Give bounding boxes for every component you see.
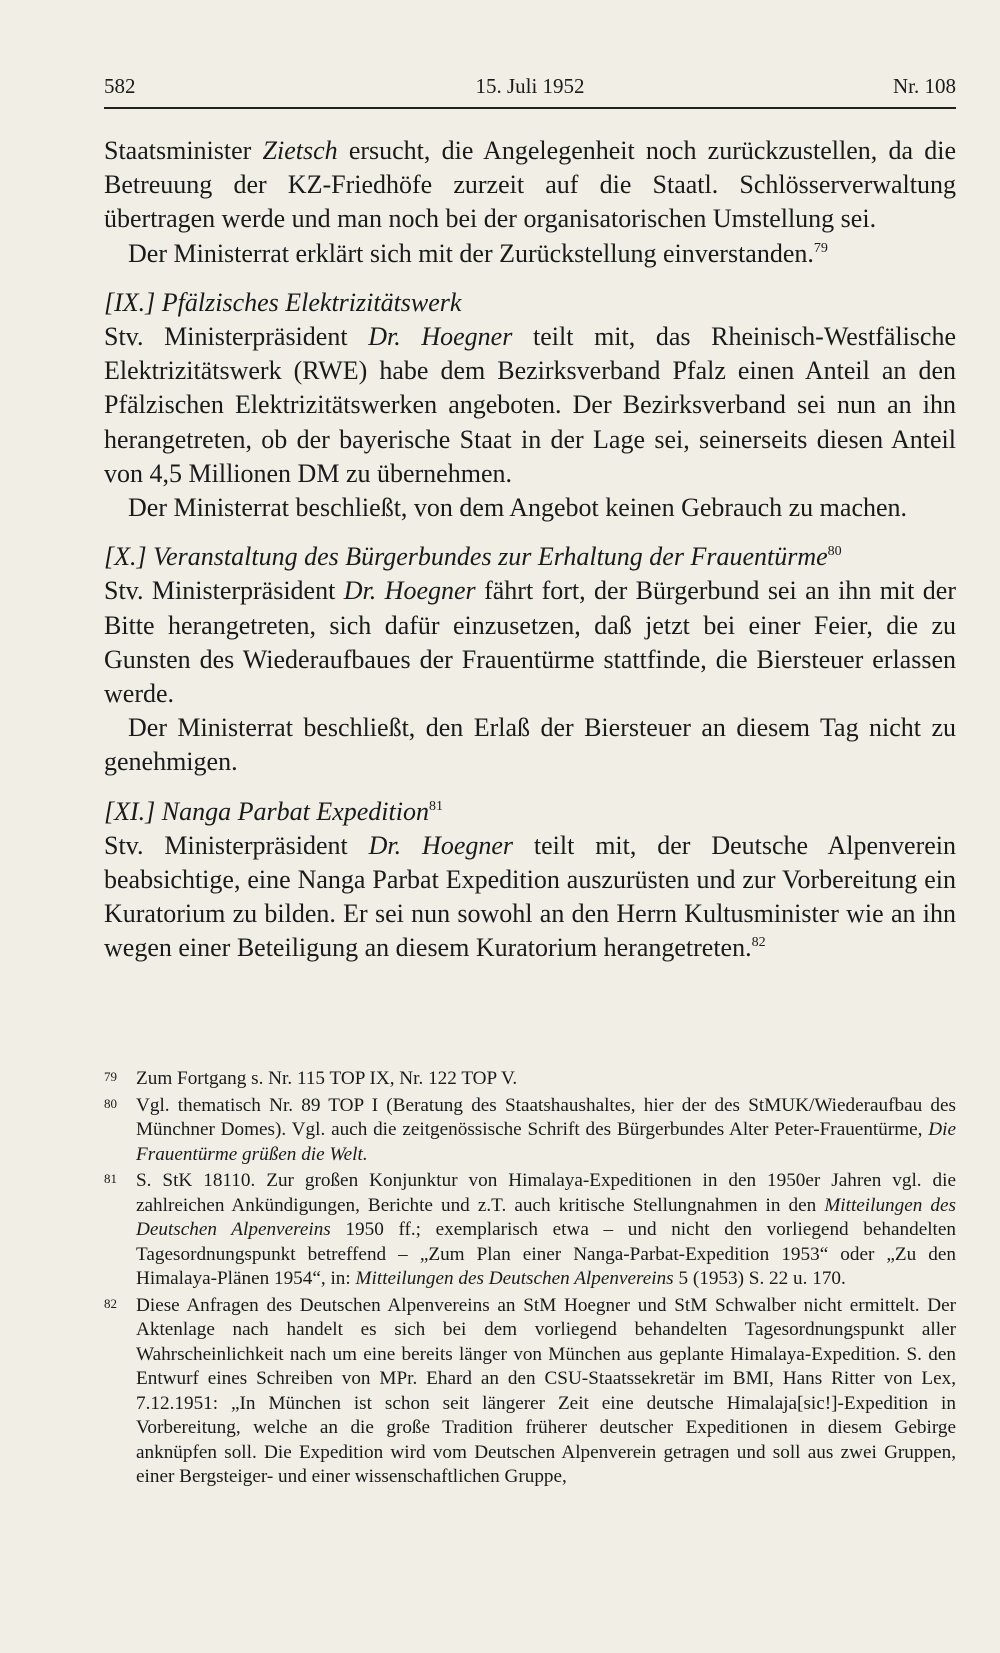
paragraph: Der Ministerrat beschließt, von dem Angebot keinen Gebrauch zu machen. (128, 493, 908, 523)
footnote-ref[interactable]: 82 (751, 935, 766, 951)
footnote-number: 79 (104, 1069, 117, 1084)
paragraph: Stv. Ministerpräsident Dr. Hoegner teilt mit, das Rheinisch-Westfälische Elektrizitätswerk (RWE) habe dem Bezirksverband Pfalz einen Anteil an den Pfälzischen Elektrizitätswerken angeboten. Der Bezirksverband sei nun an ihn herangetreten, ob der bayerische Staat in der Lage sei, seinerseits diesen Anteil von 4,5 Millionen DM zu übernehmen. (104, 322, 957, 488)
footnote: 81 S. StK 18110. Zur großen Konjunktur von Himalaya-Expeditionen in den 1950er Jahren vgl. die zahlreichen Ankündigungen, Berichte und z.T. auch kritische Stellungnahmen in den Mitteilungen des Deutschen Alpenvereins 1950 ff.; exemplarisch etwa – und nicht den vorliegend behandelten Tagesordnungspunkt betreffend – „Zum Plan einer Nanga-Parbat-Expedition 1953“ oder „Zu den Himalaya-Plänen 1954“, in: Mitteilungen des Deutschen Alpenvereins 5 (1953) S. 22 u. 170. (104, 1170, 957, 1289)
paragraph: Stv. Ministerpräsident Dr. Hoegner fährt fort, der Bürgerbund sei an ihn mit der Bitte herangetreten, sich dafür einzusetzen, daß jetzt bei einer Feier, die zu Gunsten des Wiederaufbaues der Frauentürme stattfinde, die Biersteuer erlassen werde. (104, 576, 957, 709)
footnote-ref[interactable]: 80 (827, 544, 842, 560)
running-header (104, 74, 956, 100)
footnote-number: 81 (104, 1171, 117, 1186)
section-heading: [IX.] Pfälzisches Elektrizitätswerk (104, 287, 462, 317)
footnote-number: 80 (104, 1095, 117, 1111)
paragraph: Staatsminister Zietsch ersucht, die Angelegenheit noch zurückzustellen, da die Betreuung der KZ-Friedhöfe zurzeit auf die Staatl. Schlösserverwaltung übertragen werde und man noch bei der organisatorischen Umstellung sei. (104, 136, 956, 234)
header-rule (104, 107, 956, 109)
person-name: Dr. Hoegner (368, 830, 514, 860)
issue-number: Nr. 108 (893, 74, 956, 98)
person-name: Dr. Hoegner (368, 322, 513, 352)
footnote: 80 Vgl. thematisch Nr. 89 TOP I (Beratung des Staatshaushaltes, hier der des StMUK/Wiederaufbau des Münchner Domes). Vgl. auch die zeitgenössische Schrift des Bürgerbundes Alter Peter-Frauentürme, Die Frauentürme grüßen die Welt. (104, 1094, 956, 1165)
page-number: 582 (104, 74, 136, 98)
footnote: 82 Diese Anfragen des Deutschen Alpenvereins an StM Hoegner und StM Schwalber nicht ermittelt. Der Aktenlage nach handelt es sich bei dem vorliegend behandelten Tagesordnungspunkt aller Wahrscheinlichkeit nach um eine bereits länger von München aus geplante Himalaya-Expedition. S. den Entwurf eines Schreiben von MPr. Ehard an den CSU-Staatssekretär im BMI, Hans Ritter von Lex, 7.12.1951: „In München ist schon seit längerer Zeit eine deutsche Himalaja[sic!]-Expedition in Vorbereitung, welche an die große Tradition früherer deutscher Expeditionen in diesem Gebirge anknüpfen soll. Die Expedition wird vom Deutschen Alpenverein getragen und soll aus zwei Gruppen, einer Bergsteiger- und einer wissenschaftlichen Gruppe, (104, 1294, 956, 1487)
footnote-ref[interactable]: 79 (813, 240, 828, 256)
main-text (104, 134, 956, 966)
person-name: Zietsch (262, 136, 338, 165)
footnote-ref[interactable]: 81 (428, 798, 443, 814)
person-name: Dr. Hoegner (343, 576, 476, 606)
paragraph: Der Ministerrat beschließt, den Erlaß der Biersteuer an diesem Tag nicht zu genehmigen. (104, 713, 956, 777)
footnotes (104, 1067, 956, 1492)
paragraph: Der Ministerrat erklärt sich mit der Zurückstellung einverstanden.$^{79}$ (128, 238, 828, 268)
paragraph: Stv. Ministerpräsident Dr. Hoegner teilt mit, der Deutsche Alpenverein beabsichtige, eine Nanga Parbat Expedition auszurüsten und zur Vorbereitung ein Kuratorium zu bilden. Er sei nun sowohl an den Herrn Kultusminister wie an ihn wegen einer Beteiligung an diesem Kuratorium herangetreten.$^{82}$ (104, 830, 957, 963)
header-date: 15. Juli 1952 (475, 74, 585, 98)
footnote-number: 82 (104, 1295, 117, 1311)
section-heading: [X.] Veranstaltung des Bürgerbundes zur Erhaltung der Frauentürme$^{80}$ (104, 542, 842, 572)
footnote: 79 Zum Fortgang s. Nr. 115 TOP IX, Nr. 122 TOP V. (104, 1068, 518, 1089)
section-heading: [XI.] Nanga Parbat Expedition$^{81}$ (104, 796, 443, 826)
